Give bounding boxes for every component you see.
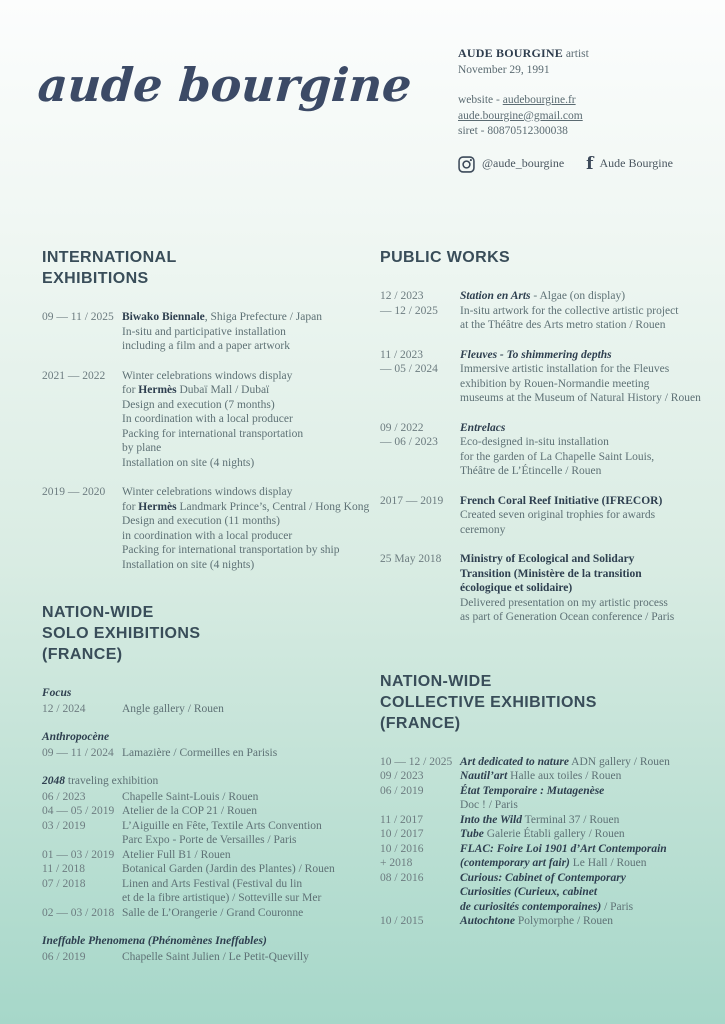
text-segment: Curiosities (Curieux, cabinet: [460, 886, 598, 898]
text-segment: exhibition by Rouen-Normandie meeting: [460, 377, 650, 390]
section-title: [380, 671, 714, 734]
entry-date-line: 09 — 11 / 2024: [42, 746, 114, 759]
contact-birthdate: November 29, 1991: [458, 63, 550, 76]
entry-date: [380, 769, 460, 784]
text-segment: Installation on site (4 nights): [122, 558, 255, 571]
entry-date-line: 11 / 2023: [380, 348, 424, 361]
cv-entry: [42, 819, 369, 848]
facebook-name[interactable]: Aude Bourgine: [599, 156, 673, 171]
entry-line: [460, 596, 714, 611]
cv-entry: [380, 755, 714, 770]
text-segment: Terminal 37 / Rouen: [522, 813, 620, 826]
text-segment: Polymorphe / Rouen: [514, 915, 614, 927]
entry-description: [122, 790, 369, 805]
text-segment: État Temporaire : Mutagenèse: [460, 784, 605, 797]
entry-date: [380, 871, 460, 915]
entry-line: [122, 398, 369, 413]
text-segment: Anthropocène: [42, 731, 110, 743]
text-segment: for the garden of La Chapelle Saint Louis,: [460, 450, 655, 463]
entry-date: [42, 369, 122, 471]
entry-date: [380, 494, 460, 538]
entry-description: [122, 310, 369, 354]
entry-block: [42, 774, 369, 920]
entry-description: [122, 804, 369, 819]
text-segment: Botanical Garden (Jardin des Plantes) / Rouen: [122, 863, 335, 875]
entry-date-line: 09 — 11 / 2025: [42, 311, 114, 323]
cv-section: [42, 247, 369, 572]
cv-entry: [380, 871, 714, 915]
entry-line: [460, 784, 714, 799]
section-title: [42, 247, 369, 289]
entry-description: [460, 348, 714, 406]
entry-line: [122, 412, 369, 427]
entry-date: [42, 877, 122, 906]
section-title-line: (FRANCE): [42, 646, 123, 663]
entry-line: [122, 804, 369, 819]
entry-line: [460, 391, 714, 406]
artist-logo: aude bourgine: [36, 58, 414, 112]
cv-entry: [380, 769, 714, 784]
entry-description: [460, 769, 714, 784]
text-segment: Linen and Arts Festival (Festival du lin: [122, 877, 303, 890]
entry-date: [380, 289, 460, 333]
text-segment: Entrelacs: [460, 421, 506, 434]
text-segment: Transition (Ministère de la transition: [460, 567, 642, 580]
entry-date: [42, 790, 122, 805]
entry-description: [460, 871, 714, 915]
left-column: [42, 247, 369, 978]
block-heading: [42, 686, 369, 701]
entry-line: [460, 610, 714, 625]
entry-date-line: 02 — 03 / 2018: [42, 906, 115, 919]
cv-entry: [42, 485, 369, 572]
entry-line: [460, 304, 714, 319]
text-segment: (contemporary art fair): [460, 857, 570, 869]
cv-entry: [42, 804, 369, 819]
entry-description: [460, 914, 714, 929]
text-segment: Salle de L’Orangerie / Grand Couronne: [122, 906, 304, 919]
entry-date: [42, 819, 122, 848]
text-segment: In-situ artwork for the collective artistic project: [460, 304, 679, 317]
block-heading: [42, 730, 369, 745]
text-segment: Fleuves - To shimmering depths: [460, 348, 612, 361]
text-segment: ADN gallery / Rouen: [568, 755, 670, 768]
entry-date: [380, 827, 460, 842]
text-segment: Théâtre de L’Étincelle / Rouen: [460, 465, 602, 477]
website-prefix: website -: [458, 94, 503, 106]
entry-line: [460, 552, 714, 567]
entry-line: [460, 769, 714, 784]
text-segment: Into the Wild: [460, 813, 522, 826]
entry-line: [460, 362, 714, 377]
entry-date-line: 2017 — 2019: [380, 494, 444, 507]
entry-description: [460, 494, 714, 538]
entry-line: [122, 950, 369, 965]
entry-block: [380, 755, 714, 929]
entry-description: [460, 827, 714, 842]
entry-date: [380, 421, 460, 479]
entry-line: [122, 514, 369, 529]
entry-line: [460, 827, 714, 842]
contact-email-line: [458, 109, 708, 125]
entry-date: [42, 310, 122, 354]
entry-line: [460, 318, 714, 333]
text-segment: Design and execution (7 months): [122, 398, 275, 411]
text-segment: FLAC: Foire Loi 1901 d’Art Contemporain: [460, 842, 667, 855]
contact-details: [458, 93, 708, 140]
section-title-line: SOLO EXHIBITIONS: [42, 625, 201, 642]
text-segment: Immersive artistic installation for the Fleuves: [460, 363, 670, 375]
entry-line: [460, 567, 714, 582]
entry-line: [460, 421, 714, 436]
text-segment: Chapelle Saint-Louis / Rouen: [122, 790, 259, 803]
cv-entry: [42, 877, 369, 906]
entry-line: [122, 441, 369, 456]
entry-description: [460, 813, 714, 828]
section-title-line: NATION-WIDE: [42, 604, 154, 621]
cv-entry: [380, 494, 714, 538]
entry-date: [42, 485, 122, 572]
entry-line: [460, 914, 714, 929]
entry-line: [122, 543, 369, 558]
entry-block: [42, 310, 369, 572]
text-segment: de curiosités contemporaines): [460, 900, 602, 913]
text-segment: Eco-designed in-situ installation: [460, 436, 609, 448]
entry-date: [42, 950, 122, 965]
entry-block: [42, 686, 369, 716]
entry-date-line: 12 / 2023: [380, 290, 424, 302]
entry-description: [460, 755, 714, 770]
entry-line: [460, 348, 714, 363]
block-heading: [42, 774, 369, 789]
entry-date: [42, 746, 122, 761]
text-segment: Galerie Établi gallery / Rouen: [483, 828, 625, 840]
cv-entry: [380, 552, 714, 625]
entry-description: [122, 848, 369, 863]
entry-date: [42, 906, 122, 921]
instagram-handle[interactable]: @aude_bourgine: [482, 156, 565, 171]
entry-date: [42, 848, 122, 863]
text-segment: Created seven original trophies for awards: [460, 509, 656, 521]
section-title-line: COLLECTIVE EXHIBITIONS: [380, 693, 597, 711]
text-segment: as part of Generation Ocean conference / Paris: [460, 611, 675, 623]
entry-description: [122, 862, 369, 877]
entry-date: [380, 784, 460, 813]
entry-date-line: 07 / 2018: [42, 877, 86, 890]
entry-date: [380, 914, 460, 929]
entry-line: [460, 508, 714, 523]
entry-date-line: + 2018: [380, 857, 413, 869]
facebook-icon[interactable]: f: [586, 154, 594, 174]
entry-description: [122, 485, 369, 572]
text-segment: Ministry of Ecological and Solidary: [460, 553, 635, 565]
entry-date: [380, 813, 460, 828]
entry-line: [460, 798, 714, 813]
entry-line: [122, 456, 369, 471]
entry-line: [122, 702, 369, 717]
entry-line: [460, 289, 714, 304]
entry-date-line: 01 — 03 / 2019: [42, 848, 115, 861]
entry-line: [122, 906, 369, 921]
entry-description: [122, 877, 369, 906]
entry-line: [122, 891, 369, 906]
entry-date-line: 09 / 2023: [380, 770, 424, 782]
contact-siret: siret - 80870512300038: [458, 125, 568, 137]
entry-date: [42, 702, 122, 717]
entry-line: [460, 900, 714, 915]
entry-date-line: 25 May 2018: [380, 553, 442, 565]
entry-date-line: — 12 / 2025: [380, 304, 438, 317]
text-segment: for: [122, 500, 139, 513]
entry-line: [460, 813, 714, 828]
entry-line: [460, 523, 714, 538]
text-segment: Design and execution (11 months): [122, 515, 280, 527]
cv-entry: [42, 950, 369, 965]
entry-line: [460, 755, 714, 770]
cv-entry: [380, 421, 714, 479]
entry-line: [122, 746, 369, 761]
entry-block: [42, 934, 369, 964]
text-segment: Dubaï Mall / Dubaï: [176, 384, 270, 396]
entry-date-line: 06 / 2019: [42, 950, 86, 963]
social-row: [458, 156, 708, 173]
entry-block: [42, 730, 369, 760]
text-segment: Art dedicated to nature: [460, 755, 569, 768]
entry-line: [460, 581, 714, 596]
entry-line: [460, 871, 714, 886]
entry-date: [42, 804, 122, 819]
text-segment: French Coral Reef Initiative (IFRECOR): [460, 494, 663, 507]
entry-line: [460, 885, 714, 900]
text-segment: Nautil’art: [460, 770, 508, 782]
text-segment: Winter celebrations windows display: [122, 486, 293, 498]
cv-entry: [380, 348, 714, 406]
text-segment: Angle gallery / Rouen: [122, 702, 224, 715]
entry-line: [122, 833, 369, 848]
cv-entry: [42, 746, 369, 761]
entry-date: [380, 755, 460, 770]
entry-line: [122, 877, 369, 892]
entry-block: [380, 289, 714, 625]
text-segment: traveling exhibition: [65, 775, 159, 787]
entry-line: [122, 325, 369, 340]
text-segment: Delivered presentation on my artistic process: [460, 596, 668, 609]
text-segment: Atelier de la COP 21 / Rouen: [122, 805, 257, 817]
entry-date-line: 06 / 2023: [42, 790, 86, 803]
cv-entry: [42, 369, 369, 471]
text-segment: including a film and a paper artwork: [122, 340, 290, 352]
text-segment: Le Hall / Rouen: [569, 857, 647, 869]
contact-block: [458, 46, 708, 173]
section-title-line: INTERNATIONAL: [42, 249, 177, 266]
entry-date-line: 11 / 2018: [42, 863, 86, 875]
entry-date-line: 09 / 2022: [380, 421, 424, 434]
entry-line: [122, 848, 369, 863]
block-heading: [42, 934, 369, 949]
entry-date-line: — 06 / 2023: [380, 436, 438, 448]
cv-entry: [42, 906, 369, 921]
entry-date: [380, 552, 460, 625]
entry-line: [122, 339, 369, 354]
entry-line: [460, 464, 714, 479]
cv-entry: [42, 702, 369, 717]
text-segment: Landmark Prince’s, Central / Hong Kong: [176, 500, 370, 513]
entry-date: [380, 842, 460, 871]
entry-line: [460, 450, 714, 465]
entry-date: [42, 862, 122, 877]
text-segment: Hermès: [138, 384, 177, 396]
entry-date-line: 03 / 2019: [42, 819, 86, 832]
text-segment: Lamazière / Cormeilles en Parisis: [122, 746, 278, 759]
entry-description: [122, 702, 369, 717]
entry-date-line: 2021 — 2022: [42, 369, 106, 382]
text-segment: Chapelle Saint Julien / Le Petit-Quevilly: [122, 950, 309, 963]
entry-description: [460, 421, 714, 479]
entry-line: [460, 494, 714, 509]
entry-line: [122, 383, 369, 398]
website-link[interactable]: audebourgine.fr: [502, 94, 576, 106]
entry-line: [460, 435, 714, 450]
entry-description: [460, 784, 714, 813]
text-segment: 2048: [42, 775, 65, 787]
right-column: [380, 247, 714, 943]
section-title-line: PUBLIC WORKS: [380, 249, 511, 266]
entry-date-line: 08 / 2016: [380, 871, 424, 884]
entry-line: [460, 377, 714, 392]
email-link[interactable]: aude.bourgine@gmail.com: [458, 109, 583, 122]
contact-name: AUDE BOURGINE: [458, 46, 563, 60]
entry-description: [122, 950, 369, 965]
cv-entry: [380, 289, 714, 333]
text-segment: In coordination with a local producer: [122, 413, 293, 425]
text-segment: Doc ! / Paris: [460, 799, 518, 811]
text-segment: museums at the Museum of Natural History / Rouen: [460, 392, 701, 404]
text-segment: écologique et solidaire): [460, 582, 573, 594]
cv-entry: [42, 790, 369, 805]
text-segment: Ineffable Phenomena (Phénomènes Ineffables): [42, 935, 267, 947]
cv-entry: [380, 784, 714, 813]
entry-line: [122, 500, 369, 515]
text-segment: Autochtone: [460, 915, 515, 927]
entry-description: [122, 746, 369, 761]
entry-date-line: 12 / 2024: [42, 702, 86, 715]
text-segment: ceremony: [460, 523, 506, 536]
text-segment: Parc Expo - Porte de Versailles / Paris: [122, 834, 297, 846]
entry-date-line: 10 / 2016: [380, 842, 424, 855]
text-segment: for: [122, 384, 139, 396]
cv-entry: [380, 827, 714, 842]
entry-date-line: — 05 / 2024: [380, 363, 438, 375]
text-segment: Biwako Biennale: [122, 311, 205, 323]
entry-description: [460, 289, 714, 333]
text-segment: L’Aiguille en Fête, Textile Arts Convention: [122, 819, 322, 832]
text-segment: Station en Arts: [460, 290, 531, 302]
entry-date-line: 04 — 05 / 2019: [42, 805, 115, 817]
contact-website-line: [458, 93, 708, 109]
entry-line: [122, 558, 369, 573]
cv-entry: [380, 842, 714, 871]
entry-date-line: 10 — 12 / 2025: [380, 755, 453, 768]
cv-entry: [380, 914, 714, 929]
section-title-line: NATION-WIDE: [380, 672, 492, 690]
entry-date-line: 10 / 2017: [380, 828, 424, 840]
text-segment: Tube: [460, 828, 484, 840]
text-segment: Hermès: [138, 500, 177, 513]
text-segment: In-situ and participative installation: [122, 325, 286, 338]
entry-description: [122, 369, 369, 471]
text-segment: Installation on site (4 nights): [122, 456, 255, 469]
entry-date-line: 11 / 2017: [380, 813, 424, 826]
entry-description: [122, 906, 369, 921]
entry-line: [122, 310, 369, 325]
text-segment: - Algae (on display): [530, 290, 626, 302]
contact-name-line: [458, 46, 708, 63]
text-segment: in coordination with a local producer: [122, 529, 293, 542]
text-segment: et de la fibre artistique) / Sotteville sur Mer: [122, 892, 322, 904]
entry-description: [122, 819, 369, 848]
entry-line: [122, 427, 369, 442]
entry-date-line: 06 / 2019: [380, 784, 424, 797]
entry-line: [122, 790, 369, 805]
text-segment: Packing for international transportation by ship: [122, 544, 340, 556]
entry-description: [460, 552, 714, 625]
entry-date-line: 2019 — 2020: [42, 486, 106, 498]
cv-entry: [42, 310, 369, 354]
cv-entry: [42, 848, 369, 863]
section-title-line: (FRANCE): [380, 714, 461, 732]
entry-line: [122, 529, 369, 544]
entry-line: [122, 369, 369, 384]
cv-section: [380, 247, 714, 625]
instagram-icon[interactable]: [458, 156, 475, 173]
entry-date-line: 10 / 2015: [380, 915, 424, 927]
text-segment: at the Théâtre des Arts metro station / Rouen: [460, 319, 666, 331]
text-segment: Curious: Cabinet of Contemporary: [460, 871, 626, 884]
cv-entry: [380, 813, 714, 828]
text-segment: Focus: [42, 687, 72, 699]
entry-line: [460, 842, 714, 857]
cv-section: [380, 671, 714, 929]
section-title-line: EXHIBITIONS: [42, 270, 149, 287]
text-segment: Winter celebrations windows display: [122, 369, 293, 382]
text-segment: / Paris: [601, 900, 634, 913]
section-title: [380, 247, 714, 268]
text-segment: , Shiga Prefecture / Japan: [204, 311, 322, 323]
text-segment: Packing for international transportation: [122, 427, 304, 440]
entry-description: [460, 842, 714, 871]
entry-line: [460, 856, 714, 871]
cv-section: [42, 602, 369, 964]
entry-date: [380, 348, 460, 406]
text-segment: Atelier Full B1 / Rouen: [122, 848, 231, 861]
contact-role: artist: [565, 48, 589, 60]
text-segment: Halle aux toiles / Rouen: [507, 770, 622, 782]
text-segment: by plane: [122, 442, 162, 454]
entry-line: [122, 819, 369, 834]
cv-entry: [42, 862, 369, 877]
entry-line: [122, 862, 369, 877]
section-title: [42, 602, 369, 665]
entry-line: [122, 485, 369, 500]
